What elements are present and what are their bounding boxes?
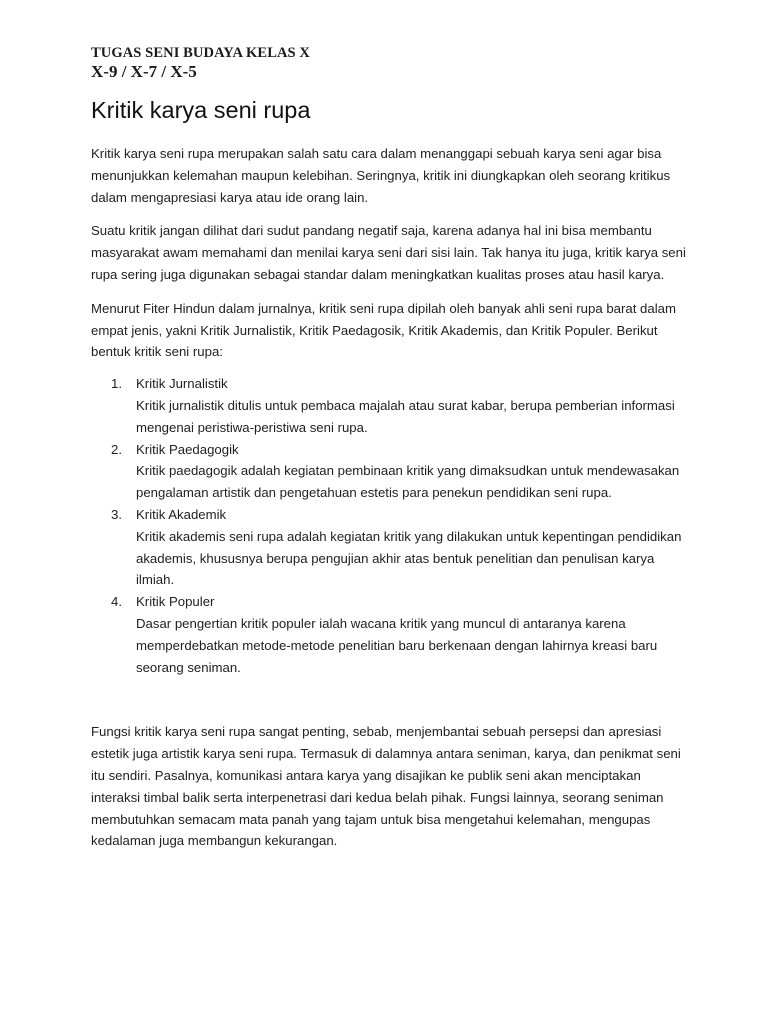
list-item-content	[136, 591, 691, 678]
list-item-title: Kritik Paedagogik	[136, 441, 239, 457]
list-item-description: Kritik jurnalistik ditulis untuk pembaca majalah atau surat kabar, berupa pemberian informasi mengenai peristiwa-peristiwa seni rupa.	[136, 397, 675, 435]
course-heading: TUGAS SENI BUDAYA KELAS X	[91, 45, 311, 61]
list-item	[91, 591, 691, 678]
list-item-content	[136, 504, 691, 591]
page-title: Kritik karya seni rupa	[91, 97, 311, 123]
list-item-title: Kritik Akademik	[136, 506, 227, 522]
class-list-heading: X-9 / X-7 / X-5	[91, 62, 197, 81]
list-item	[91, 439, 691, 504]
list-item-number: 2.	[111, 441, 122, 457]
document-page	[91, 44, 691, 852]
list-item-number: 4.	[111, 594, 122, 610]
list-item	[91, 373, 691, 438]
list-item-description: Kritik akademis seni rupa adalah kegiatan kritik yang dilakukan untuk kepentingan pendidikan akademis, khususnya berupa pengujian akhir atas bentuk penelitian dan penulisan karya ilmiah.	[136, 528, 682, 588]
list-item-description: Kritik paedagogik adalah kegiatan pembinaan kritik yang dimaksudkan untuk mendewasakan pengalaman artistik dan pengetahuan estetis para penekun pendidikan seni rupa.	[136, 463, 680, 501]
list-item-description: Dasar pengertian kritik populer ialah wacana kritik yang muncul di antaranya karena memperdebatkan metode-metode penelitian baru berkenaan dengan lahirnya kreasi baru seorang seniman.	[136, 615, 658, 675]
paragraph-perspective: Suatu kritik jangan dilihat dari sudut pandang negatif saja, karena adanya hal ini bisa membantu masyarakat awam memahami dan menilai karya seni dari sisi lain. Tak hanya itu juga, kritik karya seni rupa sering juga digunakan sebagai standar dalam meningkatkan kualitas proses atau hasil karya.	[91, 223, 686, 282]
list-item-number: 3.	[111, 506, 122, 522]
paragraph-function: Fungsi kritik karya seni rupa sangat penting, sebab, menjembantai sebuah persepsi dan apresiasi estetik juga artistik karya seni rupa. Termasuk di dalamnya antara seniman, karya, dan penikmat seni itu sendiri. Pasalnya, komunikasi antara karya yang disajikan ke publik seni akan menciptakan interaksi timbal balik serta interpenetrasi dari kedua belah pihak. Fungsi lainnya, seorang seniman membutuhkan semacam mata panah yang tajam untuk bisa mengetahui kelemahan, mengupas kedalaman juga membangun kekurangan.	[91, 724, 681, 849]
list-item	[91, 504, 691, 591]
list-item-number: 1.	[111, 376, 122, 392]
paragraph-intro: Kritik karya seni rupa merupakan salah satu cara dalam menanggapi sebuah karya seni agar bisa menunjukkan kelemahan maupun kelebihan. Seringnya, kritik ini diungkapkan oleh seorang kritikus dalam mengapresiasi karya atau ide orang lain.	[91, 146, 671, 205]
list-item-title: Kritik Populer	[136, 594, 215, 610]
paragraph-types: Menurut Fiter Hindun dalam jurnalnya, kritik seni rupa dipilah oleh banyak ahli seni rupa barat dalam empat jenis, yakni Kritik Jurnalistik, Kritik Paedagosik, Kritik Akademis, dan Kritik Populer. Berikut bentuk kritik seni rupa:	[91, 300, 676, 360]
list-item-title: Kritik Jurnalistik	[136, 376, 228, 392]
critique-types-list	[91, 373, 691, 678]
list-item-content	[136, 373, 691, 438]
list-item-content	[136, 439, 691, 504]
